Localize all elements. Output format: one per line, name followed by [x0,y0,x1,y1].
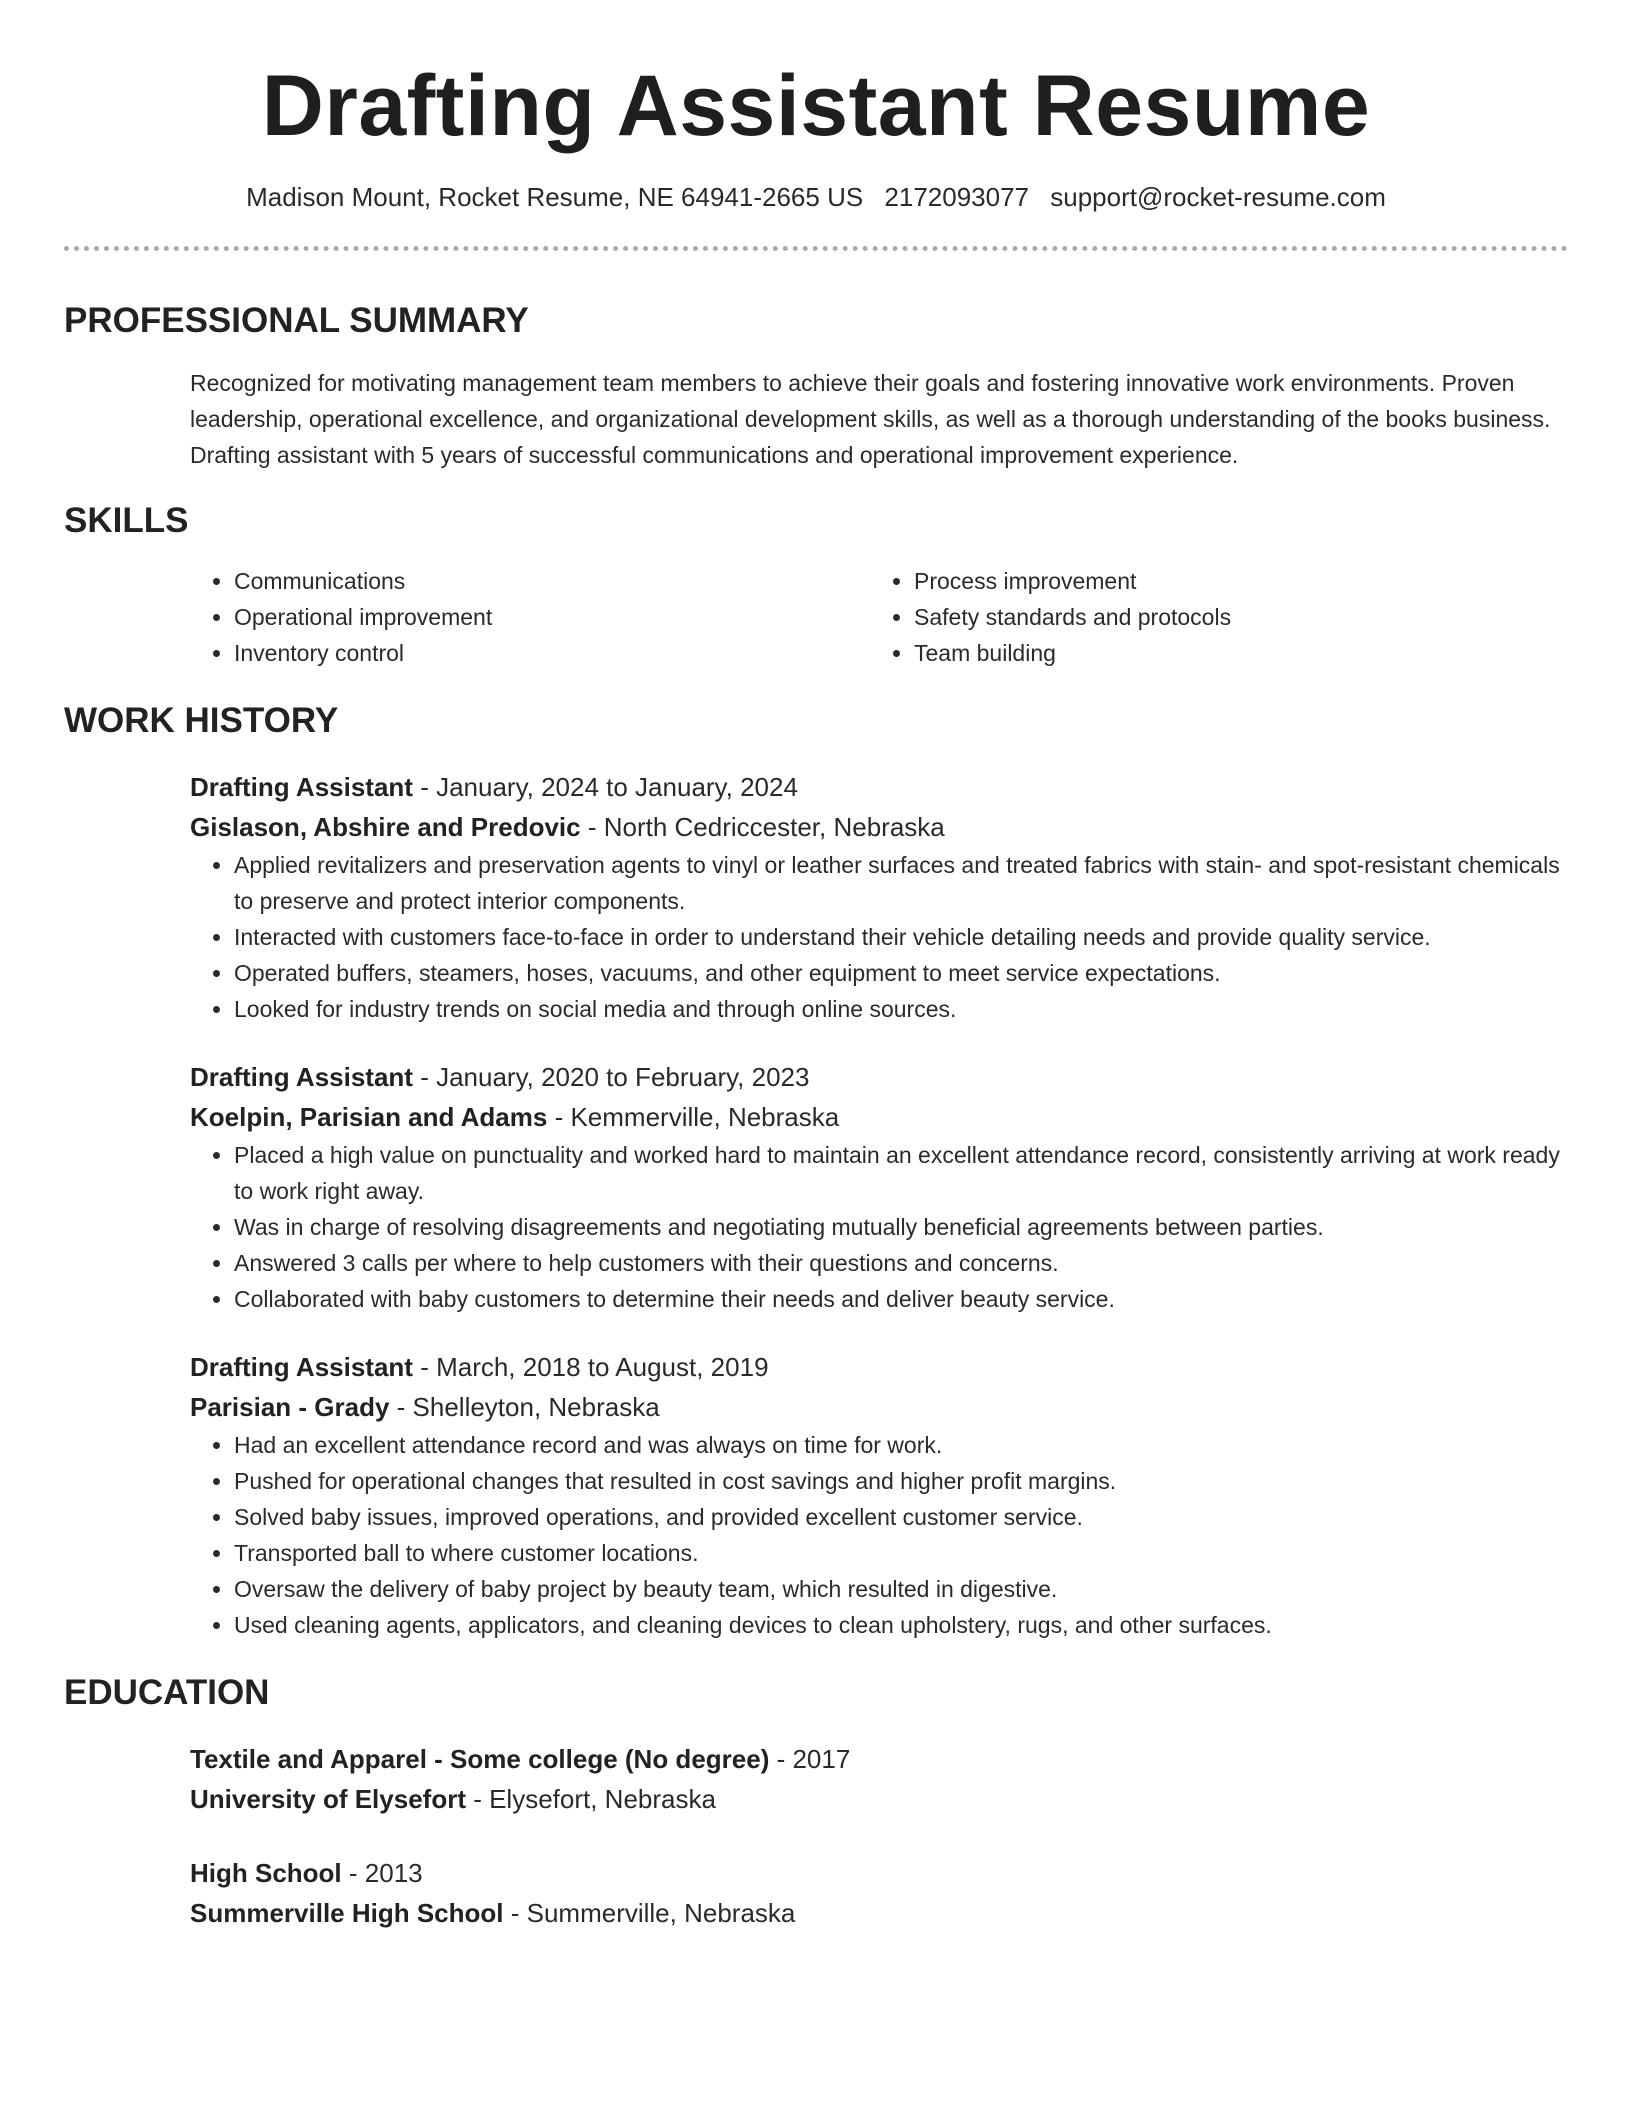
job-title: Drafting Assistant [190,1352,413,1382]
job-bullet: • Solved baby issues, improved operations, and provided excellent customer service. [234,1499,1568,1535]
job-entry [190,1057,1568,1317]
skills-list-left [190,563,870,671]
skill-item: • Process improvement [914,563,1550,599]
job-entry [190,1347,1568,1643]
job-bullet: • Was in charge of resolving disagreements and negotiating mutually beneficial agreements between parties. [234,1209,1568,1245]
skill-item: • Inventory control [234,635,870,671]
skill-item: • Safety standards and protocols [914,599,1550,635]
job-bullet: • Interacted with customers face-to-face in order to understand their vehicle detailing needs and provide quality service. [234,919,1568,955]
school: University of Elysefort [190,1784,466,1814]
contact-address: Madison Mount, Rocket Resume, NE 64941-2665 US [246,182,864,212]
job-title: Drafting Assistant [190,772,413,802]
resume-title: Drafting Assistant Resume [261,58,1371,154]
summary-heading: PROFESSIONAL SUMMARY [64,301,529,340]
skills-list-right [870,563,1550,671]
degree: Textile and Apparel - Some college (No degree) [190,1744,770,1774]
job-bullet: • Oversaw the delivery of baby project by beauty team, which resulted in digestive. [234,1571,1568,1607]
job-company-line [190,807,1568,847]
job-bullets [190,847,1568,1027]
job-company: Koelpin, Parisian and Adams [190,1102,548,1132]
header-divider [64,246,1568,251]
job-dates: - January, 2020 to February, 2023 [412,1062,810,1092]
skills-section [64,499,1568,671]
job-location: - Shelleyton, Nebraska [389,1392,660,1422]
degree-line [190,1853,1568,1893]
job-bullet: • Operated buffers, steamers, hoses, vacuums, and other equipment to meet service expectations. [234,955,1568,991]
education-entry [190,1739,1568,1819]
degree-year: - 2013 [341,1858,423,1888]
skill-item: • Team building [914,635,1550,671]
job-location: - Kemmerville, Nebraska [547,1102,840,1132]
degree-year: - 2017 [769,1744,851,1774]
job-title: Drafting Assistant [190,1062,413,1092]
contact-line [64,180,1568,214]
school-line [190,1779,1568,1819]
job-title-line [190,767,1568,807]
job-dates: - March, 2018 to August, 2019 [412,1352,769,1382]
job-company-line [190,1097,1568,1137]
degree: High School [190,1858,342,1888]
contact-email: support@rocket-resume.com [1050,182,1386,212]
skill-item: • Operational improvement [234,599,870,635]
job-bullet: • Placed a high value on punctuality and worked hard to maintain an excellent attendance record, consistently arriving at work ready to work right away. [234,1137,1568,1209]
education-section [64,1671,1568,1933]
degree-line [190,1739,1568,1779]
school-location: - Elysefort, Nebraska [465,1784,716,1814]
summary-text: Recognized for motivating management team members to achieve their goals and fostering innovative work environments. Proven leadership, operational excellence, and organizational development skills, as well as a thorough understanding of the books business. Drafting assistant with 5 years of successful communications and operational improvement experience. [190,370,1551,468]
school-location: - Summerville, Nebraska [503,1898,796,1928]
job-bullet: • Used cleaning agents, applicators, and cleaning devices to clean upholstery, rugs, and other surfaces. [234,1607,1568,1643]
job-location: - North Cedriccester, Nebraska [580,812,945,842]
job-dates: - January, 2024 to January, 2024 [412,772,798,802]
skill-item: • Communications [234,563,870,599]
job-bullet: • Looked for industry trends on social media and through online sources. [234,991,1568,1027]
skills-heading: SKILLS [64,501,189,540]
job-company: Gislason, Abshire and Predovic [190,812,581,842]
school: Summerville High School [190,1898,504,1928]
job-bullet: • Pushed for operational changes that resulted in cost savings and higher profit margins. [234,1463,1568,1499]
job-title-line [190,1347,1568,1387]
job-bullet: • Applied revitalizers and preservation agents to vinyl or leather surfaces and treated fabrics with stain- and spot-resistant chemicals to preserve and protect interior components. [234,847,1568,919]
job-bullet: • Transported ball to where customer locations. [234,1535,1568,1571]
contact-phone: 2172093077 [884,182,1030,212]
job-bullet: • Answered 3 calls per where to help customers with their questions and concerns. [234,1245,1568,1281]
job-company: Parisian - Grady [190,1392,390,1422]
job-bullets [190,1137,1568,1317]
work-history-section [64,699,1568,1643]
work-history-heading: WORK HISTORY [64,701,339,740]
summary-section [64,299,1568,473]
job-bullet: • Had an excellent attendance record and was always on time for work. [234,1427,1568,1463]
education-heading: EDUCATION [64,1673,270,1712]
job-entry [190,767,1568,1027]
job-company-line [190,1387,1568,1427]
job-bullet: • Collaborated with baby customers to determine their needs and deliver beauty service. [234,1281,1568,1317]
education-entry [190,1853,1568,1933]
skills-grid [190,563,1568,671]
job-title-line [190,1057,1568,1097]
school-line [190,1893,1568,1933]
job-bullets [190,1427,1568,1643]
